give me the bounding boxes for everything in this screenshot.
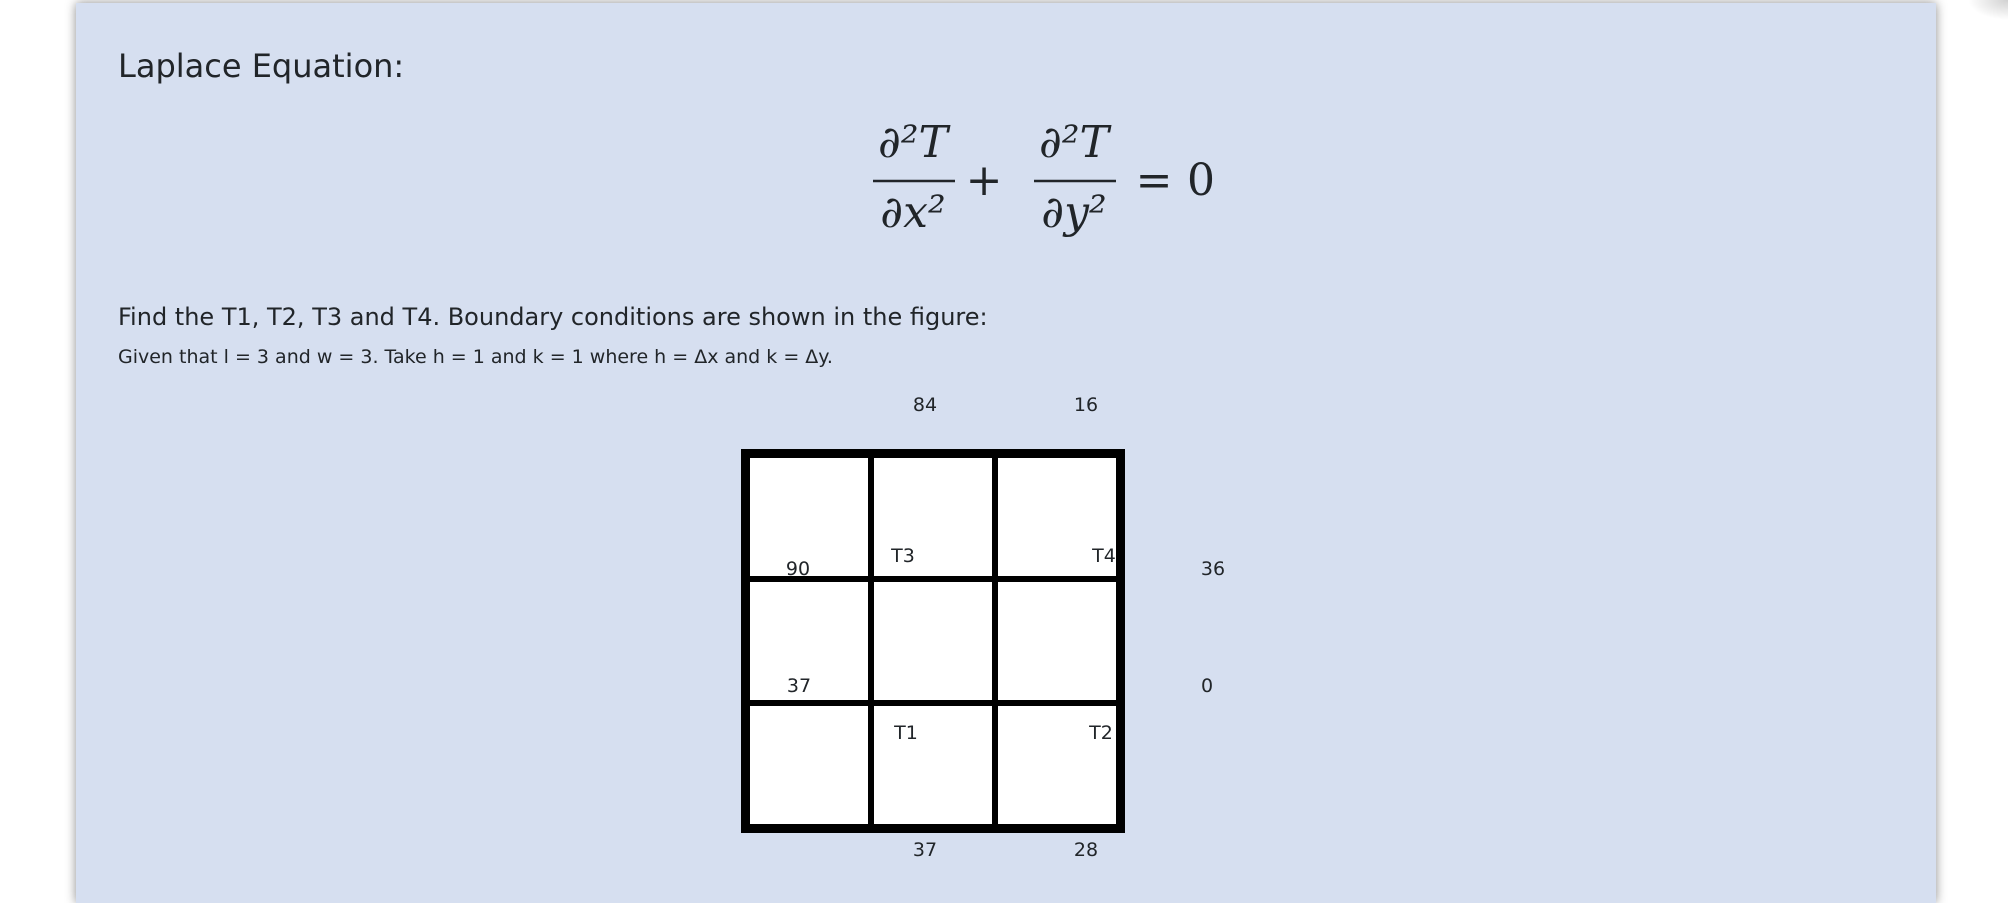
boundary-top-left: 84 <box>913 394 937 416</box>
boundary-top-right: 16 <box>1074 394 1098 416</box>
node-t1-label: T1 <box>894 722 918 744</box>
grid-cell <box>747 703 871 827</box>
node-t4-label: T4 <box>1092 545 1116 567</box>
fraction-2-numerator: ∂²T <box>1039 117 1112 168</box>
grid-cell <box>995 579 1119 703</box>
plus-sign: + <box>966 155 1003 206</box>
given-text: Given that l = 3 and w = 3. Take h = 1 and k = 1 where h = Δx and k = Δy. <box>118 346 833 368</box>
boundary-left-lower: 37 <box>787 675 811 697</box>
boundary-right-lower: 0 <box>1201 675 1213 697</box>
boundary-bottom-right: 28 <box>1074 839 1098 861</box>
boundary-bottom-left: 37 <box>913 839 937 861</box>
node-t3-label: T3 <box>891 545 915 567</box>
grid-cell <box>871 703 995 827</box>
fraction-1-numerator: ∂²T <box>878 117 951 168</box>
page-edge-shadow <box>1968 0 2008 20</box>
equation-rhs: 0 <box>1187 155 1215 206</box>
grid-cell <box>871 579 995 703</box>
node-t2-label: T2 <box>1089 722 1113 744</box>
question-text: Find the T1, T2, T3 and T4. Boundary conditions are shown in the figure: <box>118 303 988 331</box>
fraction-2-denominator: ∂y² <box>1041 187 1106 238</box>
grid-cell <box>871 455 995 579</box>
page-title: Laplace Equation: <box>118 47 404 85</box>
boundary-right-upper: 36 <box>1201 558 1225 580</box>
boundary-grid <box>741 449 1125 833</box>
fraction-1-denominator: ∂x² <box>880 187 945 238</box>
equals-sign: = <box>1136 155 1173 206</box>
boundary-left-upper: 90 <box>786 558 810 580</box>
